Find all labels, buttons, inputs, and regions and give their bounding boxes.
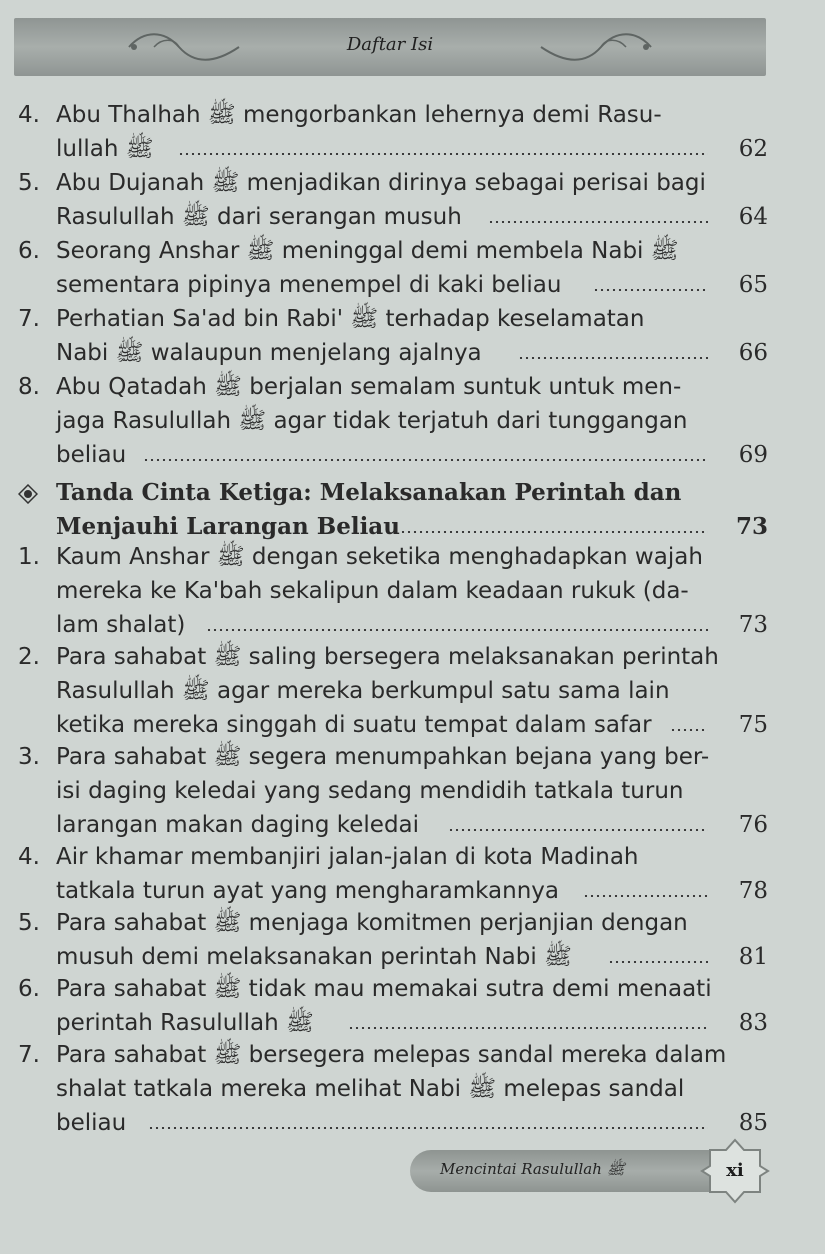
entry-number: 1. xyxy=(18,544,40,570)
toc-entry[interactable] xyxy=(18,640,768,674)
page-number: 73 xyxy=(735,513,768,540)
toc-entry-continued[interactable] xyxy=(18,336,768,370)
toc-entry[interactable] xyxy=(18,370,768,404)
entry-text: mereka ke Ka'bah sekalipun dalam keadaan rukuk (da- xyxy=(56,578,689,604)
page-number: 62 xyxy=(738,136,768,162)
section-title: Tanda Cinta Ketiga: Melaksanakan Perintah dan xyxy=(56,479,682,506)
section-title: Menjauhi Larangan Beliau xyxy=(56,513,400,540)
entry-number: 7. xyxy=(18,306,40,332)
dot-leader xyxy=(206,629,708,631)
toc-entry[interactable] xyxy=(18,740,768,774)
entry-text: perintah Rasulullah ﷺ xyxy=(56,1010,314,1036)
entry-text: lam shalat) xyxy=(56,612,186,638)
entry-text: Rasulullah ﷺ agar mereka berkumpul satu sama lain xyxy=(56,678,670,704)
dot-leader xyxy=(488,221,708,223)
entry-text: ketika mereka singgah di suatu tempat dalam safar xyxy=(56,712,652,738)
page-number: 66 xyxy=(738,340,768,366)
dot-leader xyxy=(670,729,708,731)
entry-number: 8. xyxy=(18,374,40,400)
toc-entry-continued[interactable] xyxy=(18,1006,768,1040)
entry-text: isi daging keledai yang sedang mendidih tatkala turun xyxy=(56,778,684,804)
entry-text: Seorang Anshar ﷺ meninggal demi membela Nabi ﷺ xyxy=(56,238,679,264)
toc-entry-continued[interactable] xyxy=(18,874,768,908)
entry-text: shalat tatkala mereka melihat Nabi ﷺ melepas sandal xyxy=(56,1076,685,1102)
entry-text: sementara pipinya menempel di kaki beliau xyxy=(56,272,562,298)
toc-entry-continued[interactable] xyxy=(18,808,768,842)
entry-text: Air khamar membanjiri jalan-jalan di kota Madinah xyxy=(56,844,639,870)
entry-text: tatkala turun ayat yang mengharamkannya xyxy=(56,878,560,904)
entry-text: Para sahabat ﷺ menjaga komitmen perjanjian dengan xyxy=(56,910,688,936)
entry-number: 6. xyxy=(18,238,40,264)
entry-text: Abu Dujanah ﷺ menjadikan dirinya sebagai perisai bagi xyxy=(56,170,706,196)
dot-leader xyxy=(518,357,708,359)
page-number: 83 xyxy=(738,1010,768,1036)
entry-number: 3. xyxy=(18,744,40,770)
toc-entry[interactable] xyxy=(18,1038,768,1072)
page-number: 76 xyxy=(738,812,768,838)
entry-text: Abu Qatadah ﷺ berjalan semalam suntuk untuk men- xyxy=(56,374,682,400)
entry-text: beliau xyxy=(56,442,127,468)
entry-number: 7. xyxy=(18,1042,40,1068)
section-heading[interactable] xyxy=(18,476,768,510)
book-title: Mencintai Rasulullah ﷺ xyxy=(440,1160,625,1178)
entry-number: 5. xyxy=(18,910,40,936)
toc-entry-continued[interactable] xyxy=(18,774,768,808)
dot-leader xyxy=(583,895,708,897)
toc-entry[interactable] xyxy=(18,302,768,336)
toc-entry-continued[interactable] xyxy=(18,708,768,742)
toc-entry[interactable] xyxy=(18,906,768,940)
toc-entry-continued[interactable] xyxy=(18,1072,768,1106)
toc-entry-continued[interactable] xyxy=(18,608,768,642)
page-number: 64 xyxy=(738,204,768,230)
toc-entry-continued[interactable] xyxy=(18,574,768,608)
toc-entry-continued[interactable] xyxy=(18,438,768,472)
toc-entry-continued[interactable] xyxy=(18,132,768,166)
page-number-footer: xi xyxy=(726,1160,744,1181)
entry-number: 4. xyxy=(18,102,40,128)
entry-number: 2. xyxy=(18,644,40,670)
dot-leader xyxy=(178,153,708,155)
page-number: 75 xyxy=(738,712,768,738)
toc-entry-continued[interactable] xyxy=(18,674,768,708)
diamond-bullet-icon xyxy=(18,484,38,504)
entry-text: Para sahabat ﷺ segera menumpahkan bejana yang ber- xyxy=(56,744,710,770)
entry-number: 6. xyxy=(18,976,40,1002)
dot-leader xyxy=(143,459,708,461)
entry-text: larangan makan daging keledai xyxy=(56,812,420,838)
dot-leader xyxy=(148,1127,708,1129)
dot-leader xyxy=(400,531,708,533)
running-footer xyxy=(410,1138,770,1208)
entry-number: 4. xyxy=(18,844,40,870)
toc-entry-continued[interactable] xyxy=(18,268,768,302)
toc-entry-continued[interactable] xyxy=(18,200,768,234)
toc-entry[interactable] xyxy=(18,166,768,200)
dot-leader xyxy=(348,1027,708,1029)
toc-entry[interactable] xyxy=(18,234,768,268)
header-title: Daftar Isi xyxy=(346,34,434,55)
page-number: 69 xyxy=(738,442,768,468)
toc-entry[interactable] xyxy=(18,98,768,132)
entry-text: Rasulullah ﷺ dari serangan musuh xyxy=(56,204,462,230)
toc-entry-continued[interactable] xyxy=(18,1106,768,1140)
entry-text: Para sahabat ﷺ saling bersegera melaksanakan perintah xyxy=(56,644,719,670)
entry-text: musuh demi melaksanakan perintah Nabi ﷺ xyxy=(56,944,572,970)
page-number: 73 xyxy=(738,612,768,638)
entry-text: Perhatian Sa'ad bin Rabi' ﷺ terhadap keselamatan xyxy=(56,306,645,332)
toc-entry-continued[interactable] xyxy=(18,940,768,974)
page-number: 78 xyxy=(738,878,768,904)
entry-text: lullah ﷺ xyxy=(56,136,154,162)
entry-text: Para sahabat ﷺ bersegera melepas sandal mereka dalam xyxy=(56,1042,727,1068)
entry-number: 5. xyxy=(18,170,40,196)
entry-text: Para sahabat ﷺ tidak mau memakai sutra demi menaati xyxy=(56,976,712,1002)
toc-entry-continued[interactable] xyxy=(18,404,768,438)
entry-text: Kaum Anshar ﷺ dengan seketika menghadapkan wajah xyxy=(56,544,703,570)
dot-leader xyxy=(608,961,708,963)
page-number: 81 xyxy=(738,944,768,970)
entry-text: beliau xyxy=(56,1110,127,1136)
page-number: 65 xyxy=(738,272,768,298)
entry-text: Nabi ﷺ walaupun menjelang ajalnya xyxy=(56,340,482,366)
entry-text: jaga Rasulullah ﷺ agar tidak terjatuh dari tunggangan xyxy=(56,408,688,434)
entry-text: Abu Thalhah ﷺ mengorbankan lehernya demi Rasu- xyxy=(56,102,662,128)
toc-entry[interactable] xyxy=(18,840,768,874)
toc-entry[interactable] xyxy=(18,972,768,1006)
toc-entry[interactable] xyxy=(18,540,768,574)
page-number: 85 xyxy=(738,1110,768,1136)
dot-leader xyxy=(448,829,708,831)
dot-leader xyxy=(593,289,708,291)
section-heading-continued[interactable] xyxy=(18,510,768,544)
